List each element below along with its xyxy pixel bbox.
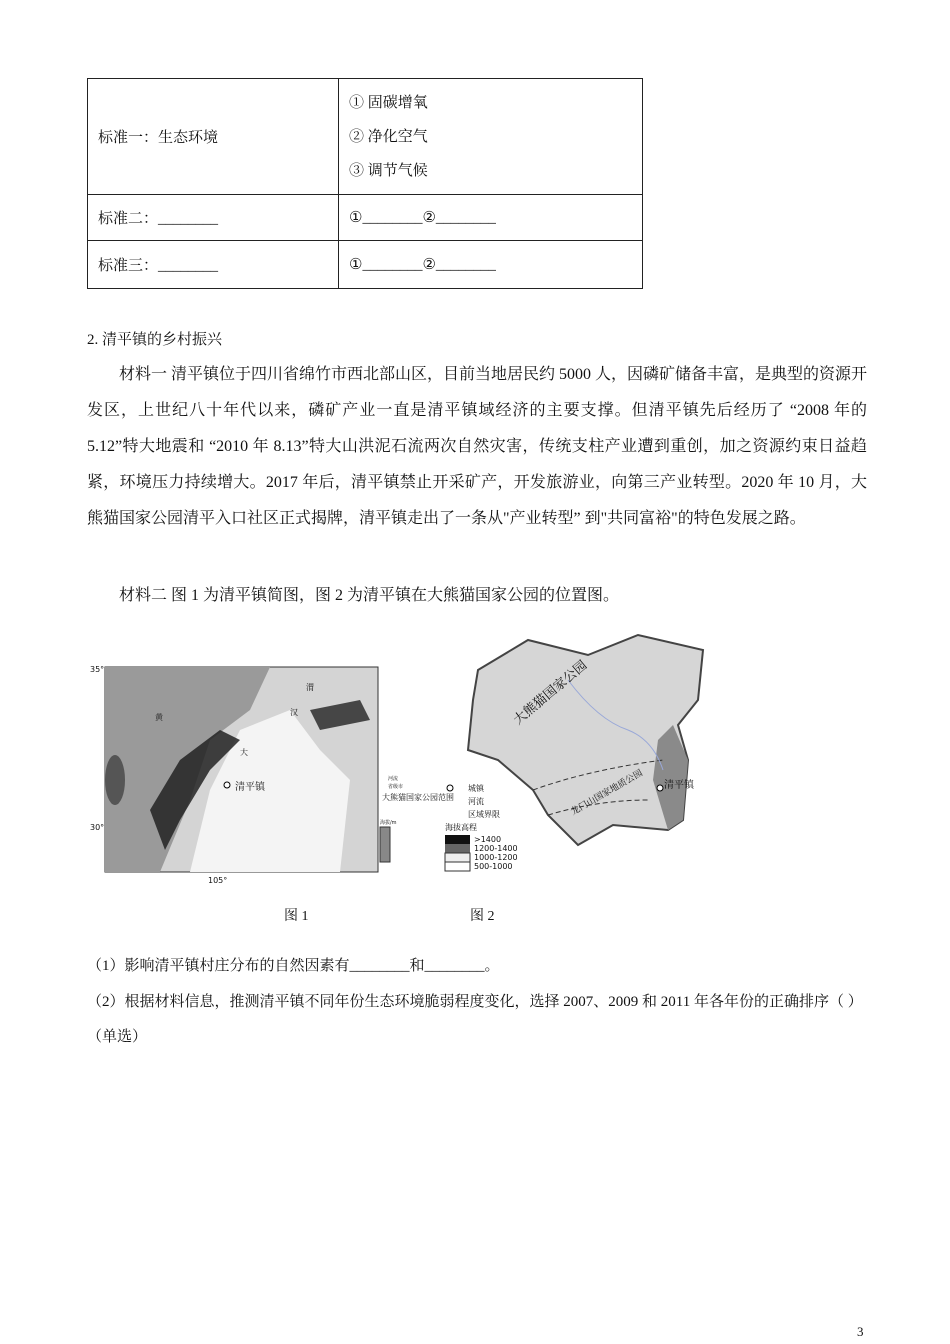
legend-item: 海拔/m	[380, 820, 397, 826]
question-1: （1）影响清平镇村庄分布的自然因素有________和________。	[87, 958, 500, 974]
legend-item: 省级市	[388, 784, 404, 790]
geopark-label: 龙门山国家地质公园	[569, 768, 645, 818]
legend-item: 500-1000	[474, 862, 513, 871]
lat-label: 30°	[90, 823, 105, 832]
park-label: 大熊猫国家公园	[510, 658, 591, 729]
option: ② 净化空气	[349, 128, 428, 145]
criterion-options	[339, 79, 643, 195]
town-marker	[224, 782, 230, 788]
table-row	[88, 79, 643, 195]
legend-item: 河流	[468, 797, 484, 806]
legend-item: 河流	[388, 776, 399, 782]
criterion-label: 标准一：生态环境	[88, 79, 339, 195]
lat-label: 35°	[90, 665, 105, 674]
town-label: 清平镇	[235, 782, 265, 793]
criterion-options: ①________②________	[339, 195, 643, 241]
map-label: 汉	[290, 708, 298, 717]
legend-item: 区域界限	[468, 810, 500, 819]
material-two: 材料二 图 1 为清平镇简图，图 2 为清平镇在大熊猫国家公园的位置图。	[119, 587, 620, 604]
lon-label: 105°	[208, 876, 228, 885]
figure-2-map	[438, 630, 718, 880]
legend-item: 大熊猫国家公园范围	[382, 793, 454, 802]
map-label: 渭	[306, 683, 314, 692]
material-one: 材料一 清平镇位于四川省绵竹市西北部山区，目前当地居民约 5000 人，因磷矿储备丰富，是典型的资源开发区，上世纪八十年代以来，磷矿产业一直是清平镇域经济的主要支撑。但清平镇先后经历了 “2008 年的 5.12”特大地震和 “2010 年 8.13”特大山洪泥石流两次自然灾害，传统支柱产业遭到重创，加之资源约束日益趋紧，环境压力持续增大。2017 年后，清平镇禁止开采矿产，开发旅游业，向第三产业转型。2020 年 10 月，大熊猫国家公园清平入口社区正式揭牌，清平镇走出了一条从"产业转型” 到"共同富裕"的特色发展之路。	[87, 366, 868, 527]
map-label: 大	[240, 748, 248, 757]
legend-item: >1400	[474, 835, 502, 844]
criteria-table	[87, 78, 643, 289]
figure-1-map	[90, 620, 462, 890]
criterion-label: 标准二：________	[88, 195, 339, 241]
table-row	[88, 241, 643, 289]
page-number: 3	[857, 1324, 864, 1339]
criterion-label: 标准三：________	[88, 241, 339, 289]
town-marker	[657, 785, 663, 791]
legend-item: 海拔高程	[445, 823, 477, 832]
criterion-options: ①________②________	[339, 241, 643, 289]
map-label: 黄	[155, 713, 163, 722]
option: ③ 调节气候	[349, 162, 428, 179]
section-title: 2. 清平镇的乡村振兴	[87, 332, 223, 348]
figure-1-caption: 图 1	[284, 909, 309, 924]
legend-item: 城镇	[468, 784, 484, 793]
table-row	[88, 195, 643, 241]
legend-item: 1200-1400	[474, 844, 518, 853]
option: ① 固碳增氧	[349, 94, 428, 111]
legend-item: 1000-1200	[474, 853, 518, 862]
question-2: （2）根据材料信息，推测清平镇不同年份生态环境脆弱程度变化，选择 2007、2009 和 2011 年各年份的正确排序（ ）（单选）	[87, 994, 863, 1045]
town-label: 清平镇	[664, 780, 694, 791]
figure-2-caption: 图 2	[470, 909, 495, 924]
